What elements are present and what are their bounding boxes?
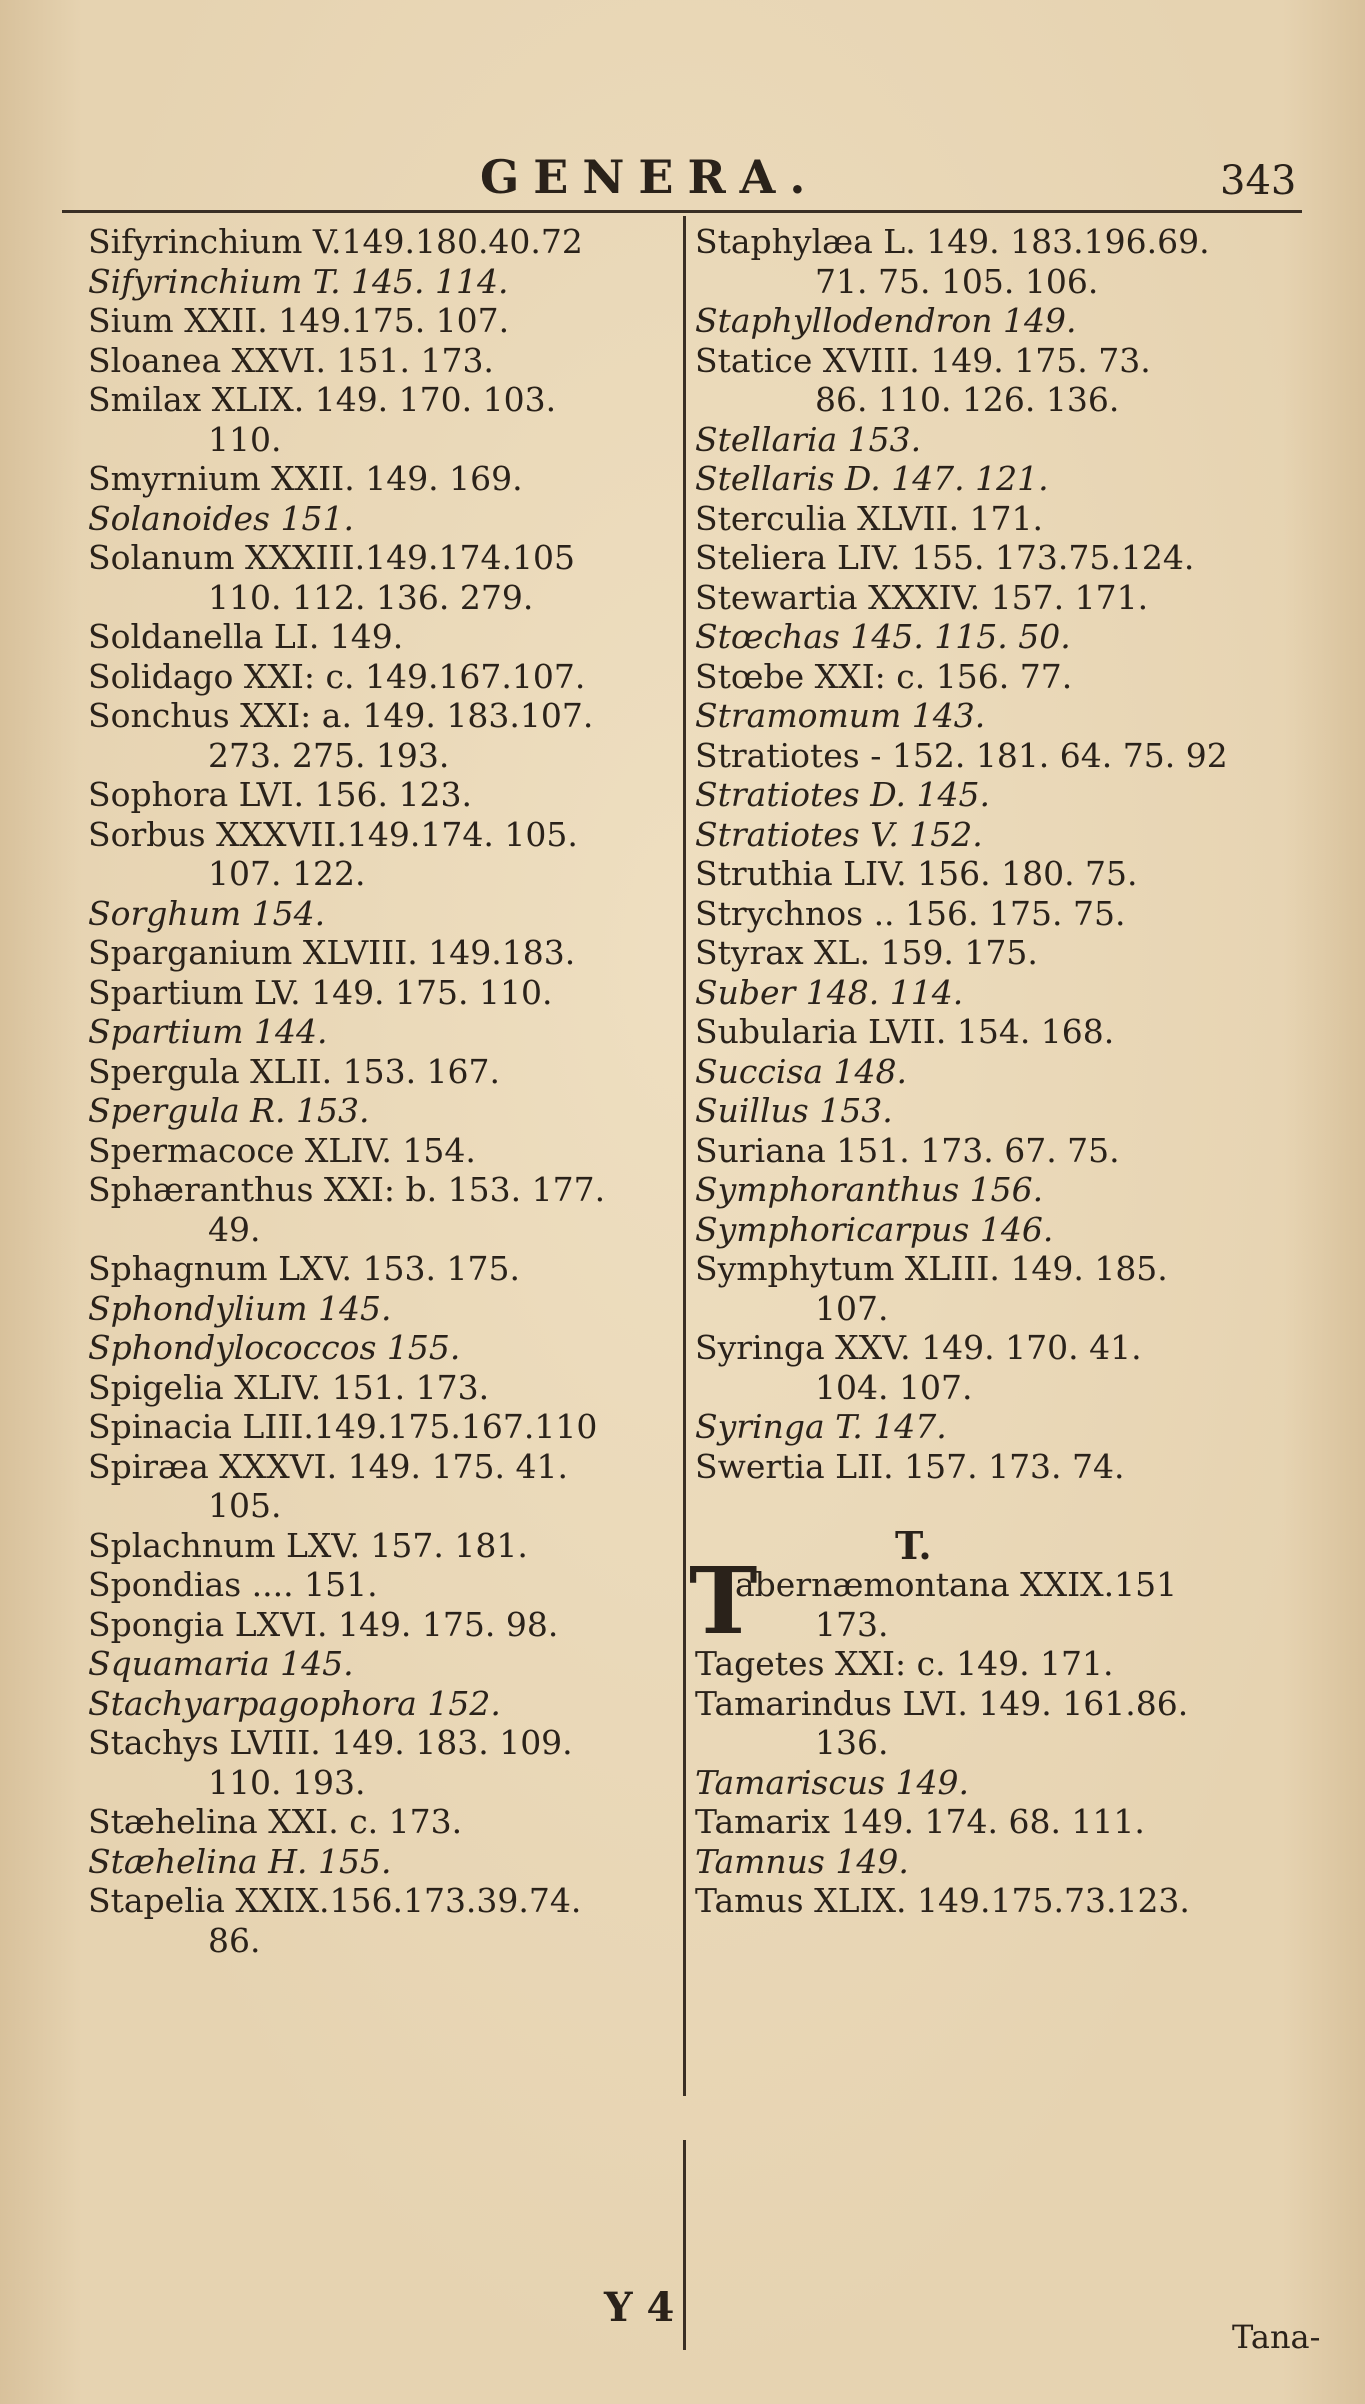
index-entry: Tagetes XXI: c. 149. 171. bbox=[695, 1644, 1114, 1683]
index-entry-continuation: 110. bbox=[208, 419, 282, 459]
right-column bbox=[689, 222, 1325, 1921]
index-entry: Spigelia XLIV. 151. 173. bbox=[88, 1367, 490, 1407]
index-entry-continuation: 107. bbox=[815, 1288, 889, 1328]
index-entry-continuation: 49. bbox=[208, 1209, 261, 1249]
index-entry: Spinacia LIII.149.175.167.110 bbox=[88, 1407, 598, 1446]
index-entry: Stellaria 153. bbox=[695, 419, 922, 459]
page-header bbox=[0, 150, 1365, 210]
index-entry: Stapelia XXIX.156.173.39.74. bbox=[88, 1881, 582, 1920]
index-entry: Stœchas 145. 115. 50. bbox=[695, 617, 1071, 656]
column-divider-lower bbox=[683, 2140, 686, 2350]
index-entry: Stewartia XXXIV. 157. 171. bbox=[695, 577, 1149, 617]
index-entry-continuation: 273. 275. 193. bbox=[208, 735, 450, 775]
right-column-entries bbox=[695, 222, 1325, 1486]
index-entry: Symphoranthus 156. bbox=[695, 1170, 1044, 1209]
index-entry-continuation: 110. 193. bbox=[208, 1762, 366, 1802]
index-entry-continuation: 136. bbox=[815, 1723, 889, 1762]
index-entry: Syringa XXV. 149. 170. 41. bbox=[695, 1328, 1142, 1367]
index-entry: Stellaris D. 147. 121. bbox=[695, 459, 1049, 498]
index-entry-continuation: 110. 112. 136. 279. bbox=[208, 577, 534, 617]
index-entry: Stratiotes - 152. 181. 64. 75. 92 bbox=[695, 735, 1228, 775]
index-entry: Strychnos .. 156. 175. 75. bbox=[695, 893, 1126, 933]
index-entry: Tamarix 149. 174. 68. 111. bbox=[695, 1802, 1145, 1841]
index-entry: Sorbus XXXVII.149.174. 105. bbox=[88, 814, 578, 854]
index-entry-continuation: 105. bbox=[208, 1486, 282, 1525]
index-entry: Suber 148. 114. bbox=[695, 972, 964, 1012]
index-entry-continuation: 86. bbox=[208, 1920, 261, 1960]
index-entry: Stramomum 143. bbox=[695, 696, 986, 735]
index-entry: Spergula R. 153. bbox=[88, 1091, 370, 1130]
index-entry: Succisa 148. bbox=[695, 1051, 907, 1091]
index-entry: Solanum XXXIII.149.174.105 bbox=[88, 538, 576, 577]
index-entry: Spiræa XXXVI. 149. 175. 41. bbox=[88, 1446, 568, 1486]
index-entry-continuation: 86. 110. 126. 136. bbox=[815, 380, 1120, 419]
index-entry: Swertia LII. 157. 173. 74. bbox=[695, 1446, 1125, 1486]
dropcap-entry-continuation: 173. bbox=[815, 1604, 889, 1644]
index-entry-continuation: 104. 107. bbox=[815, 1367, 973, 1407]
index-entry: Smilax XLIX. 149. 170. 103. bbox=[88, 380, 557, 419]
index-entry: Tamarindus LVI. 149. 161.86. bbox=[695, 1683, 1189, 1723]
page-number: 343 bbox=[1220, 158, 1297, 204]
index-entry: Spermacoce XLIV. 154. bbox=[88, 1130, 476, 1170]
index-entry: Stœbe XXI: c. 156. 77. bbox=[695, 656, 1073, 696]
index-entry: Sium XXII. 149.175. 107. bbox=[88, 301, 510, 340]
index-entry: Spergula XLII. 153. 167. bbox=[88, 1051, 501, 1091]
index-entry: Stachys LVIII. 149. 183. 109. bbox=[88, 1723, 573, 1762]
index-entry: Stachyarpagophora 152. bbox=[88, 1683, 501, 1723]
index-entry: Sifyrinchium V.149.180.40.72 bbox=[88, 222, 583, 261]
index-entry: Spondias .... 151. bbox=[88, 1565, 378, 1604]
index-entry: Sorghum 154. bbox=[88, 893, 326, 933]
index-entry: Syringa T. 147. bbox=[695, 1407, 947, 1446]
index-entry: Splachnum LXV. 157. 181. bbox=[88, 1525, 528, 1565]
index-entry: Solanoides 151. bbox=[88, 498, 354, 538]
index-entry-continuation: 107. 122. bbox=[208, 854, 366, 893]
index-entry: Sloanea XXVI. 151. 173. bbox=[88, 340, 494, 380]
index-entry: Smyrnium XXII. 149. 169. bbox=[88, 459, 523, 498]
index-entry: Tamus XLIX. 149.175.73.123. bbox=[695, 1881, 1190, 1920]
index-entry: Staphylæa L. 149. 183.196.69. bbox=[695, 222, 1210, 261]
section-letter-heading: T. bbox=[895, 1522, 932, 1568]
index-entry: Sonchus XXI: a. 149. 183.107. bbox=[88, 696, 594, 735]
index-entry: Sphæranthus XXI: b. 153. 177. bbox=[88, 1170, 606, 1209]
signature-mark: Y 4 bbox=[604, 2284, 675, 2331]
catchword: Tana- bbox=[1232, 2318, 1321, 2356]
index-entry: Stratiotes D. 145. bbox=[695, 775, 990, 814]
index-entry: Sophora LVI. 156. 123. bbox=[88, 775, 472, 814]
index-entry: Stæhelina XXI. c. 173. bbox=[88, 1802, 463, 1841]
index-entry: Sterculia XLVII. 171. bbox=[695, 498, 1044, 538]
index-entry: Suillus 153. bbox=[695, 1091, 893, 1130]
index-entry: Styrax XL. 159. 175. bbox=[695, 933, 1038, 972]
index-entry: Tamariscus 149. bbox=[695, 1762, 969, 1802]
index-entry: Staphyllodendron 149. bbox=[695, 301, 1077, 340]
index-entry: Spartium LV. 149. 175. 110. bbox=[88, 972, 553, 1012]
index-entry: Solidago XXI: c. 149.167.107. bbox=[88, 656, 586, 696]
index-entry: Sphondylococcos 155. bbox=[88, 1328, 461, 1367]
index-entry: Sifyrinchium T. 145. 114. bbox=[88, 261, 509, 301]
index-entry: Stratiotes V. 152. bbox=[695, 814, 983, 854]
index-entry: Symphytum XLIII. 149. 185. bbox=[695, 1249, 1168, 1288]
index-entry: Spartium 144. bbox=[88, 1012, 328, 1051]
index-entry: Symphoricarpus 146. bbox=[695, 1209, 1054, 1249]
section-t-entries bbox=[695, 1644, 1325, 1921]
running-title: GENERA. bbox=[480, 150, 820, 204]
index-entry: Spongia LXVI. 149. 175. 98. bbox=[88, 1604, 559, 1644]
index-entry: Sphagnum LXV. 153. 175. bbox=[88, 1249, 520, 1288]
dropcap-letter: T bbox=[689, 1547, 758, 1655]
index-entry: Tamnus 149. bbox=[695, 1841, 909, 1881]
index-entry: Sphondylium 145. bbox=[88, 1288, 392, 1328]
index-entry: Stæhelina H. 155. bbox=[88, 1841, 392, 1881]
index-entry-continuation: 71. 75. 105. 106. bbox=[815, 261, 1099, 301]
left-column bbox=[88, 222, 678, 1960]
index-entry: Statice XVIII. 149. 175. 73. bbox=[695, 340, 1151, 380]
index-entry: Squamaria 145. bbox=[88, 1644, 354, 1683]
index-entry: Subularia LVII. 154. 168. bbox=[695, 1012, 1115, 1051]
index-entry: Steliera LIV. 155. 173.75.124. bbox=[695, 538, 1195, 577]
index-entry: Soldanella LI. 149. bbox=[88, 617, 404, 656]
column-divider bbox=[683, 216, 686, 2096]
dropcap-entry-text: abernæmontana XXIX.151 bbox=[735, 1565, 1178, 1604]
section-gap bbox=[695, 1486, 1325, 1526]
index-entry: Struthia LIV. 156. 180. 75. bbox=[695, 854, 1138, 893]
header-rule bbox=[62, 210, 1302, 213]
index-entry: Suriana 151. 173. 67. 75. bbox=[695, 1130, 1120, 1170]
index-entry: Sparganium XLVIII. 149.183. bbox=[88, 933, 576, 972]
